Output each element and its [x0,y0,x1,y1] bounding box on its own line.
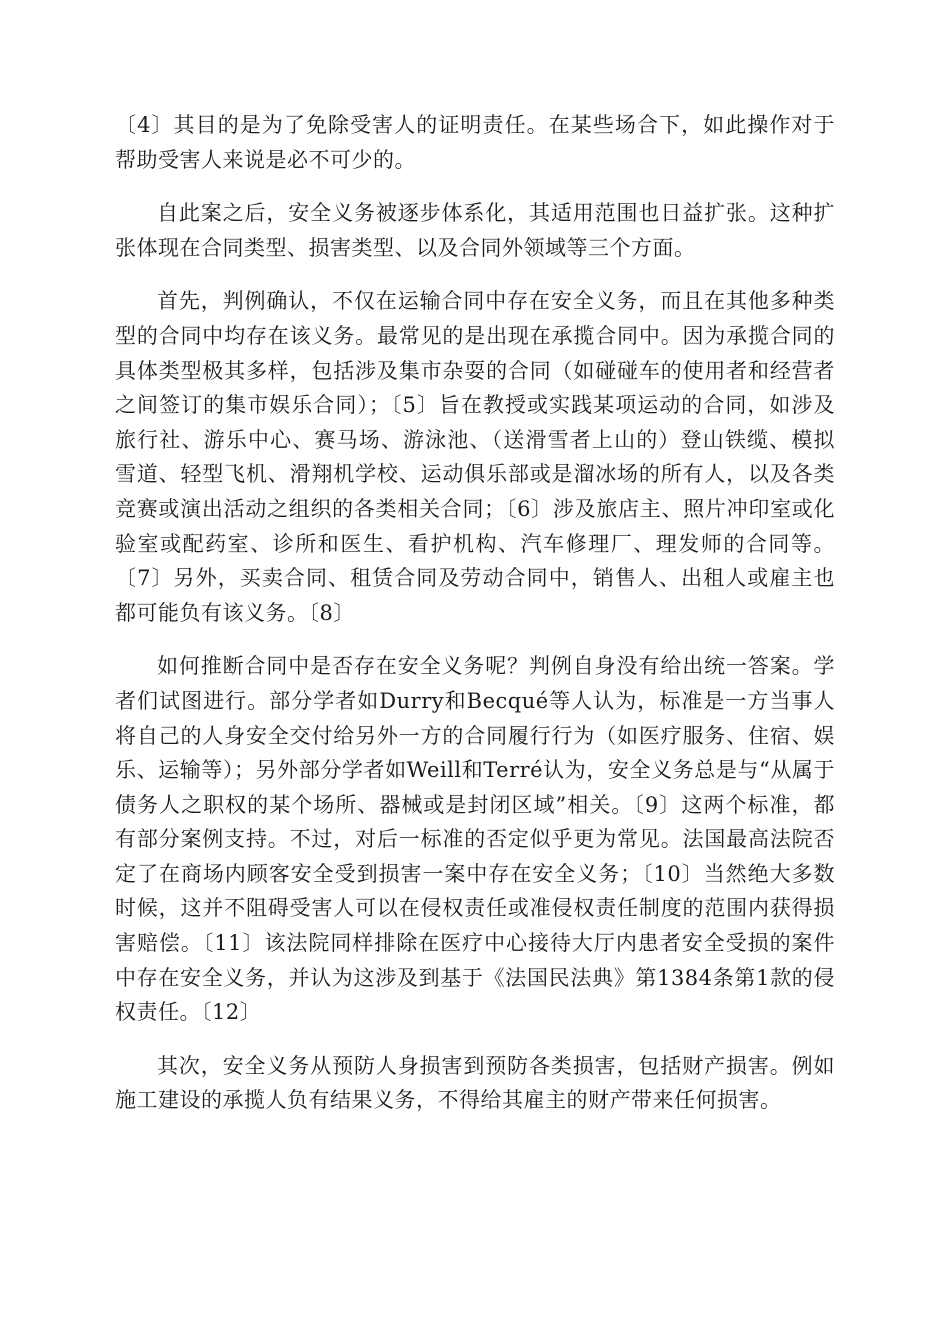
paragraph-4: 如何推断合同中是否存在安全义务呢？判例自身没有给出统一答案。学者们试图进行。部分学者如Durry和Becqué等人认为，标准是一方当事人将自己的人身安全交付给另外一方的合同履行行为（如医疗服务、住宿、娱乐、运输等）；另外部分学者如Weill和Terré认为，安全义务总是与“从属于债务人之职权的某个场所、器械或是封闭区域”相关。〔9〕这两个标准，都有部分案例支持。不过，对后一标准的否定似乎更为常见。法国最高法院否定了在商场内顾客安全受到损害一案中存在安全义务；〔10〕当然绝大多数时候，这并不阻碍受害人可以在侵权责任或准侵权责任制度的范围内获得损害赔偿。〔11〕该法院同样排除在医疗中心接待大厅内患者安全受损的案件中存在安全义务，并认为这涉及到基于《法国民法典》第1384条第1款的侵权责任。〔12〕 [115,654,835,1025]
paragraph-5: 其次，安全义务从预防人身损害到预防各类损害，包括财产损害。例如施工建设的承揽人负有结果义务，不得给其雇主的财产带来任何损害。 [115,1053,835,1113]
paragraph-3: 首先，判例确认，不仅在运输合同中存在安全义务，而且在其他多种类型的合同中均存在该义务。最常见的是出现在承揽合同中。因为承揽合同的具体类型极其多样，包括涉及集市杂耍的合同（如碰碰车的使用者和经营者之间签订的集市娱乐合同）；〔5〕旨在教授或实践某项运动的合同，如涉及旅行社、游乐中心、赛马场、游泳池、（送滑雪者上山的）登山铁缆、模拟雪道、轻型飞机、滑翔机学校、运动俱乐部或是溜冰场的所有人，以及各类竞赛或演出活动之组织的各类相关合同；〔6〕涉及旅店主、照片冲印室或化验室或配药室、诊所和医生、看护机构、汽车修理厂、理发师的合同等。〔7〕另外，买卖合同、租赁合同及劳动合同中，销售人、出租人或雇主也都可能负有该义务。〔8〕 [115,289,835,625]
paragraph-2: 自此案之后，安全义务被逐步体系化，其适用范围也日益扩张。这种扩张体现在合同类型、损害类型、以及合同外领域等三个方面。 [115,201,835,260]
document-body [115,108,835,1137]
paragraph-1: 〔4〕其目的是为了免除受害人的证明责任。在某些场合下，如此操作对于帮助受害人来说是必不可少的。 [115,113,835,172]
